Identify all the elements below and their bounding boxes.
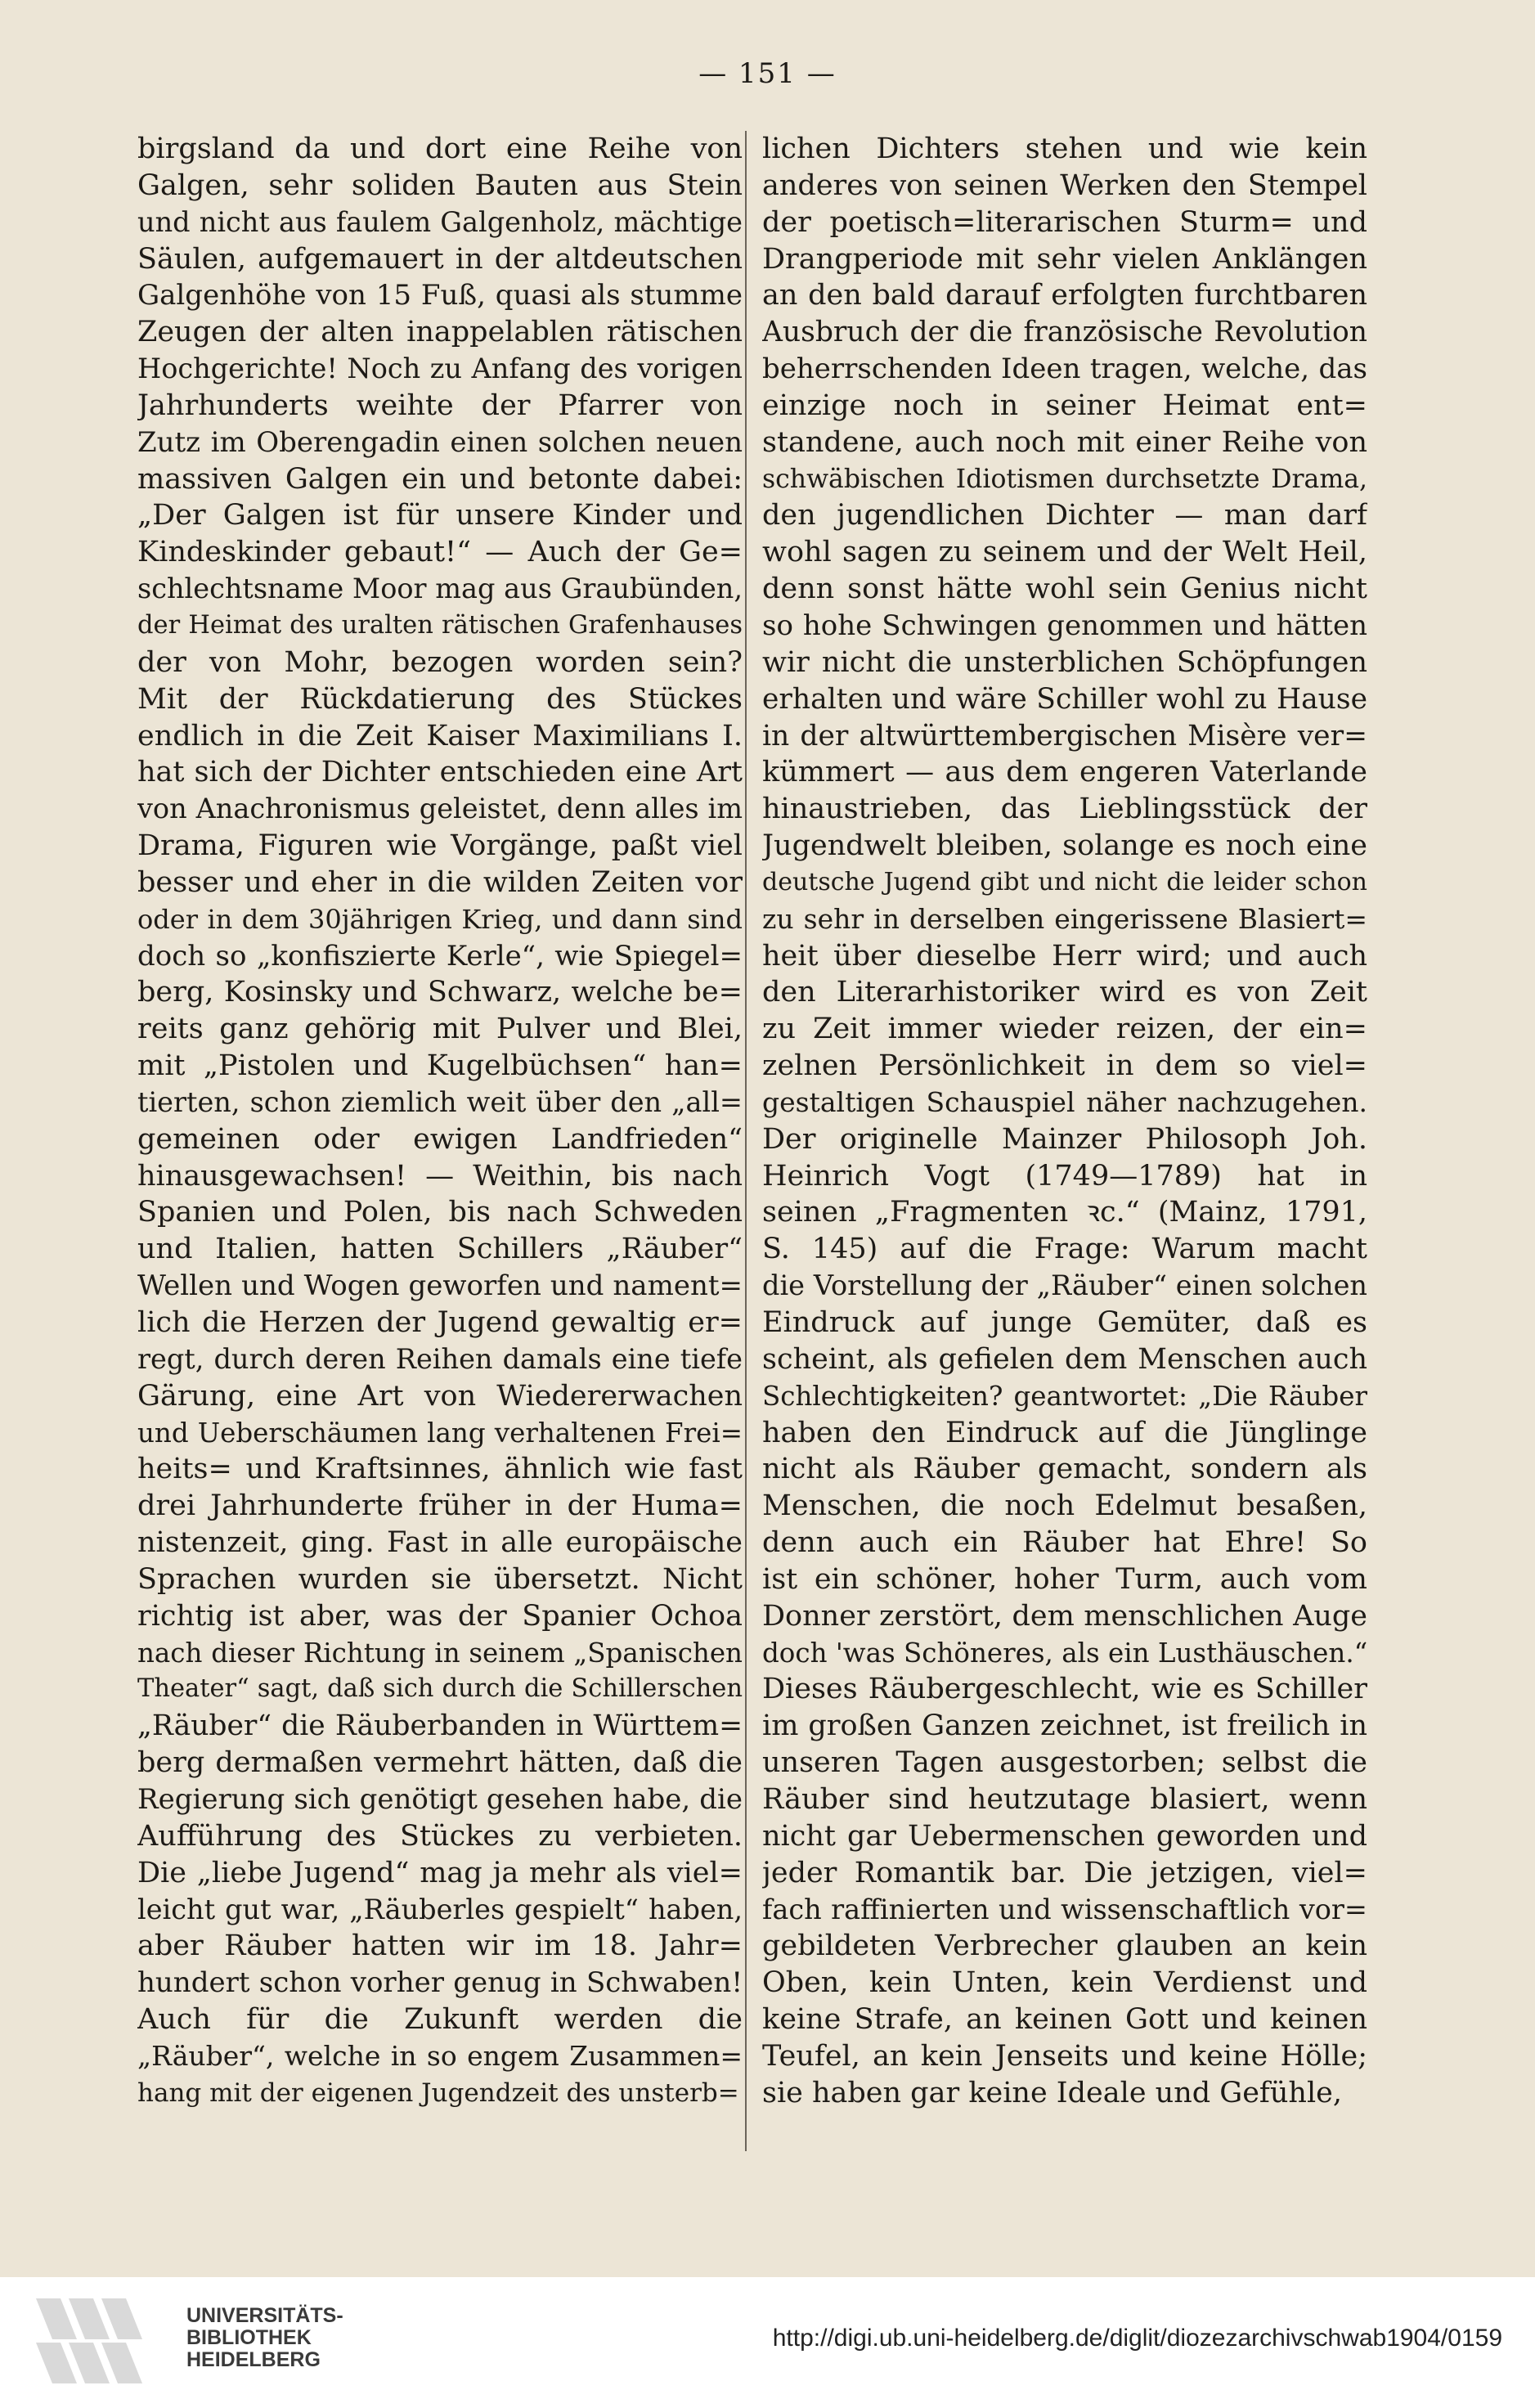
text-line: so hohe Schwingen genommen und hätten: [762, 609, 1367, 642]
text-line: leicht gut war, „Räuberles gespielt“ haben,: [137, 1893, 743, 1925]
text-line: kümmert — aus dem engeren Vaterlande: [762, 756, 1367, 789]
institution-line: HEIDELBERG: [186, 2348, 321, 2371]
text-line: Gärung, eine Art von Wiedererwachen: [137, 1379, 743, 1413]
text-line: Heinrich Vogt (1749—1789) hat in: [762, 1159, 1367, 1193]
text-line: Drama, Figuren wie Vorgänge, paßt viel: [137, 829, 743, 863]
text-line: deutsche Jugend gibt und nicht die leider schon: [762, 867, 1367, 896]
text-line: nicht als Räuber gemacht, sondern als: [762, 1453, 1367, 1486]
text-line: Mit der Rückdatierung des Stückes: [137, 682, 743, 716]
text-line: aber Räuber hatten wir im 18. Jahr=: [137, 1930, 743, 1963]
text-line: mit „Pistolen und Kugelbüchsen“ han=: [137, 1049, 743, 1083]
text-line: nicht gar Uebermenschen geworden und: [762, 1819, 1367, 1853]
text-line: Oben, kein Unten, kein Verdienst und: [762, 1966, 1367, 2000]
text-line: Ausbruch der die französische Revolution: [762, 316, 1367, 349]
text-line: Hochgerichte! Noch zu Anfang des vorigen: [137, 353, 743, 385]
text-line: Zutz im Oberengadin einen solchen neuen: [137, 425, 743, 459]
text-line: birgsland da und dort eine Reihe von: [137, 133, 743, 165]
text-line: in der altwürttembergischen Misère ver=: [762, 719, 1367, 752]
text-line: „Räuber“ die Räuberbanden in Württem=: [137, 1709, 743, 1743]
text-line: Spanien und Polen, bis nach Schweden: [137, 1196, 743, 1229]
text-line: regt, durch deren Reihen damals eine tiefe: [137, 1342, 743, 1375]
text-line: Galgen, sehr soliden Bauten aus Stein: [137, 168, 743, 202]
text-line: hang mit der eigenen Jugendzeit des unsterb=: [137, 2078, 739, 2108]
text-line: den Literarhistoriker wird es von Zeit: [762, 976, 1367, 1009]
university-library-logo-icon: [28, 2290, 172, 2388]
text-line: sie haben gar keine Ideale und Gefühle,: [762, 2076, 1343, 2109]
text-line: scheint, als gefielen dem Menschen auch: [762, 1342, 1367, 1376]
text-line: Teufel, an kein Jenseits und keine Hölle;: [762, 2039, 1367, 2073]
text-line: reits ganz gehörig mit Pulver und Blei,: [137, 1013, 743, 1046]
text-line: doch so „konfiszierte Kerle“, wie Spiegel=: [137, 939, 743, 973]
text-line: fach raffinierten und wissenschaftlich vor=: [762, 1893, 1367, 1925]
text-line: wir nicht die unsterblichen Schöpfungen: [762, 645, 1367, 679]
text-line: Jugendwelt bleiben, solange es noch eine: [762, 829, 1367, 863]
text-line: keine Strafe, an keinen Gott und keinen: [762, 2003, 1367, 2037]
text-line: beherrschenden Ideen tragen, welche, das: [762, 353, 1367, 386]
text-line: denn sonst hätte wohl sein Genius nicht: [762, 573, 1367, 606]
text-line: hinaustrieben, das Lieblingsstück der: [762, 793, 1367, 826]
institution-line: UNIVERSITÄTS-: [186, 2304, 343, 2327]
text-line: tierten, schon ziemlich weit über den „all=: [137, 1085, 743, 1118]
left-text-column: [137, 131, 743, 2112]
text-line: nistenzeit, ging. Fast in alle europäische: [137, 1526, 743, 1560]
text-line: erhalten und wäre Schiller wohl zu Hause: [762, 682, 1367, 716]
text-line: berg, Kosinsky und Schwarz, welche be=: [137, 976, 743, 1009]
text-line: die Vorstellung der „Räuber“ einen solchen: [762, 1269, 1367, 1302]
text-line: im großen Ganzen zeichnet, ist freilich in: [762, 1709, 1367, 1743]
text-line: Galgenhöhe von 15 Fuß, quasi als stumme: [137, 279, 743, 312]
text-line: berg dermaßen vermehrt hätten, daß die: [137, 1746, 743, 1780]
text-line: massiven Galgen ein und betonte dabei:: [137, 462, 743, 496]
text-line: besser und eher in die wilden Zeiten vor: [137, 865, 743, 899]
text-line: Aufführung des Stückes zu verbieten.: [137, 1819, 743, 1853]
source-url-link[interactable]: http://digi.ub.uni-heidelberg.de/diglit/diozezarchivschwab1904/0159: [772, 2325, 1502, 2352]
text-line: der Heimat des uralten rätischen Grafenhauses: [137, 610, 743, 640]
text-line: lich die Herzen der Jugend gewaltig er=: [137, 1306, 743, 1339]
text-line: nach dieser Richtung in seinem „Spanischen: [137, 1637, 743, 1669]
text-line: ist ein schöner, hoher Turm, auch vom: [762, 1562, 1367, 1596]
text-line: von Anachronismus geleistet, denn alles im: [137, 793, 743, 825]
text-line: jeder Romantik bar. Die jetzigen, viel=: [762, 1856, 1367, 1889]
text-line: heits= und Kraftsinnes, ähnlich wie fast: [137, 1453, 743, 1486]
text-line: unseren Tagen ausgestorben; selbst die: [762, 1746, 1367, 1780]
text-line: Wellen und Wogen geworfen und nament=: [137, 1269, 743, 1303]
column-divider: [745, 131, 747, 2151]
right-text-column: [762, 131, 1367, 2112]
text-line: Jahrhunderts weihte der Pfarrer von: [137, 389, 743, 422]
text-line: Schlechtigkeiten? geantwortet: „Die Räuber: [762, 1380, 1367, 1412]
text-line: Zeugen der alten inappelablen rätischen: [137, 316, 743, 349]
text-line: denn auch ein Räuber hat Ehre! So: [762, 1526, 1367, 1560]
text-line: „Räuber“, welche in so engem Zusammen=: [137, 2039, 743, 2072]
text-line: hinausgewachsen! — Weithin, bis nach: [137, 1159, 743, 1193]
text-line: Theater“ sagt, daß sich durch die Schillerschen: [137, 1674, 743, 1704]
text-line: Kindeskinder gebaut!“ — Auch der Ge=: [137, 536, 743, 569]
text-line: der poetisch=literarischen Sturm= und: [762, 205, 1367, 239]
institution-name: [186, 2305, 343, 2371]
text-line: gebildeten Verbrecher glauben an kein: [762, 1930, 1367, 1963]
text-line: Regierung sich genötigt gesehen habe, die: [137, 1782, 743, 1816]
text-line: den jugendlichen Dichter — man darf: [762, 499, 1367, 532]
text-line: hat sich der Dichter entschieden eine Art: [137, 756, 743, 789]
text-line: zelnen Persönlichkeit in dem so viel=: [762, 1049, 1367, 1083]
text-line: Drangperiode mit sehr vielen Anklängen: [762, 242, 1367, 276]
text-line: Donner zerstört, dem menschlichen Auge: [762, 1599, 1367, 1633]
text-line: richtig ist aber, was der Spanier Ochoa: [137, 1599, 743, 1633]
text-line: Der originelle Mainzer Philosoph Joh.: [762, 1122, 1367, 1156]
text-line: anderes von seinen Werken den Stempel: [762, 168, 1367, 202]
text-line: schlechtsname Moor mag aus Graubünden,: [137, 573, 743, 605]
text-line: S. 145) auf die Frage: Warum macht: [762, 1233, 1367, 1266]
text-line: haben den Eindruck auf die Jünglinge: [762, 1416, 1367, 1449]
text-line: doch 'was Schöneres, als ein Lusthäuschen.“: [762, 1637, 1367, 1669]
text-line: der von Mohr, bezogen worden sein?: [137, 645, 743, 679]
page-number: — 151 —: [698, 57, 837, 90]
text-line: endlich in die Zeit Kaiser Maximilians I.: [137, 719, 743, 752]
text-line: lichen Dichters stehen und wie kein: [762, 133, 1367, 165]
text-line: Dieses Räubergeschlecht, wie es Schiller: [762, 1673, 1367, 1706]
text-line: standene, auch noch mit einer Reihe von: [762, 425, 1367, 459]
text-line: und nicht aus faulem Galgenholz, mächtige: [137, 205, 743, 238]
text-line: hundert schon vorher genug in Schwaben!: [137, 1966, 743, 2000]
text-line: drei Jahrhunderte früher in der Huma=: [137, 1489, 743, 1523]
text-line: Räuber sind heutzutage blasiert, wenn: [762, 1782, 1367, 1816]
text-line: heit über dieselbe Herr wird; und auch: [762, 939, 1367, 973]
text-line: einzige noch in seiner Heimat ent=: [762, 389, 1367, 422]
text-line: wohl sagen zu seinem und der Welt Heil,: [762, 536, 1367, 569]
text-line: „Der Galgen ist für unsere Kinder und: [137, 499, 743, 532]
text-line: zu Zeit immer wieder reizen, der ein=: [762, 1013, 1367, 1046]
text-line: Auch für die Zukunft werden die: [137, 2003, 743, 2037]
text-line: gemeinen oder ewigen Landfrieden“: [137, 1122, 743, 1156]
text-line: zu sehr in derselben eingerissene Blasiert=: [762, 902, 1367, 935]
text-line: Eindruck auf junge Gemüter, daß es: [762, 1306, 1367, 1339]
institution-line: BIBLIOTHEK: [186, 2326, 312, 2349]
text-line: seinen „Fragmenten ꝛc.“ (Mainz, 1791,: [762, 1196, 1367, 1229]
text-line: Säulen, aufgemauert in der altdeutschen: [137, 242, 743, 276]
text-line: an den bald darauf erfolgten furchtbaren: [762, 279, 1367, 312]
text-line: und Ueberschäumen lang verhaltenen Frei=: [137, 1417, 743, 1449]
text-line: Die „liebe Jugend“ mag ja mehr als viel=: [137, 1856, 743, 1889]
text-line: Menschen, die noch Edelmut besaßen,: [762, 1489, 1367, 1523]
text-line: oder in dem 30jährigen Krieg, und dann sind: [137, 903, 743, 935]
text-line: Sprachen wurden sie übersetzt. Nicht: [137, 1562, 743, 1596]
text-line: gestaltigen Schauspiel näher nachzugehen.: [762, 1085, 1367, 1118]
text-line: und Italien, hatten Schillers „Räuber“: [137, 1233, 743, 1266]
text-line: schwäbischen Idiotismen durchsetzte Drama,: [762, 464, 1367, 494]
